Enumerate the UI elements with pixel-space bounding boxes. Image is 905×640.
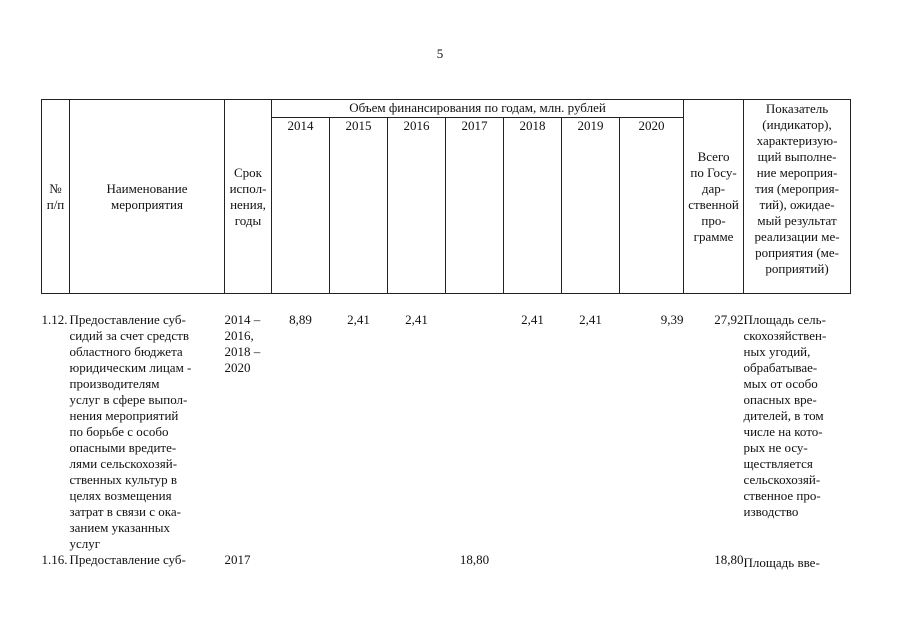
row-term-text: 2017 <box>224 552 251 567</box>
row-value-2019 <box>562 552 620 571</box>
header-name-text: Наименование мероприятия <box>106 180 188 212</box>
row-name-text: Предоставление суб- сидий за счет средств областного бюджета юридическим лицам - производителям услуг в сфере выпол- нения мероприятий по борьбе с особо опасными вредите- лями сельскохозяй- ственных культур в целях возмещения затрат в связи с ока- занием указанных услуг <box>69 312 192 551</box>
financing-table <box>41 99 851 571</box>
row-name <box>70 552 225 571</box>
row-value-2015: 2,41 <box>347 312 370 327</box>
row-value-2016: 2,41 <box>405 312 428 327</box>
header-indicator <box>744 100 851 294</box>
header-year: 2017 <box>446 118 504 294</box>
header-num <box>42 100 70 294</box>
header-name <box>70 100 225 294</box>
row-name-text: Предоставление суб- <box>69 552 186 567</box>
row-value-2017: 18,80 <box>459 552 490 567</box>
header-total <box>684 100 744 294</box>
row-value-2019: 2,41 <box>579 312 602 327</box>
row-term-text: 2014 – 2016, 2018 – 2020 <box>224 312 261 375</box>
header-year: 2018 <box>504 118 562 294</box>
row-total: 18,80 <box>714 552 744 567</box>
row-total: 27,92 <box>714 312 744 327</box>
row-value-2018 <box>504 552 562 571</box>
row-value-2020: 9,39 <box>660 312 684 327</box>
table-row <box>42 552 851 571</box>
header-indicator-text: Показатель (индикатор), характеризую- щий выполне- ние мероприя- тия (мероприя- тий), ожидае- мый результат реализации ме- роприятия (ме- роприятий) <box>754 101 840 276</box>
page-number: 5 <box>436 46 444 61</box>
row-indicator <box>744 552 851 571</box>
header-term <box>225 100 272 294</box>
row-value-2018: 2,41 <box>521 312 544 327</box>
row-value-2017 <box>446 312 504 552</box>
row-value-2016 <box>388 552 446 571</box>
header-term-text: Срок испол- нения, годы <box>229 164 267 228</box>
header-year: 2019 <box>562 118 620 294</box>
header-year: 2020 <box>620 118 684 294</box>
header-total-text: Всего по Госу- дар- ственной про- грамме <box>688 148 739 244</box>
row-indicator-text: Площадь сель- скохозяйствен- ных угодий, обрабатывае- мых от особо опасных вре- дителей, в том числе на кото- рых не осу- ществляется сельскохозяй- ственное про- изводство <box>743 312 827 519</box>
row-indicator-text: Площадь вве- <box>743 555 820 570</box>
row-name <box>70 312 225 552</box>
row-term <box>225 552 272 571</box>
row-value-2014: 8,89 <box>289 312 312 327</box>
header-year: 2016 <box>388 118 446 294</box>
row-number: 1.12. <box>41 312 68 327</box>
header-financing: Объем финансирования по годам, млн. рублей <box>272 100 684 118</box>
row-number: 1.16. <box>41 552 68 567</box>
row-value-2014 <box>272 552 330 571</box>
header-num-text: № п/п <box>46 180 65 212</box>
row-value-2015 <box>330 552 388 571</box>
row-term <box>225 312 272 552</box>
row-value-2020 <box>620 552 684 571</box>
row-indicator <box>744 312 851 552</box>
header-year: 2014 <box>272 118 330 294</box>
table-row <box>42 312 851 552</box>
header-year: 2015 <box>330 118 388 294</box>
